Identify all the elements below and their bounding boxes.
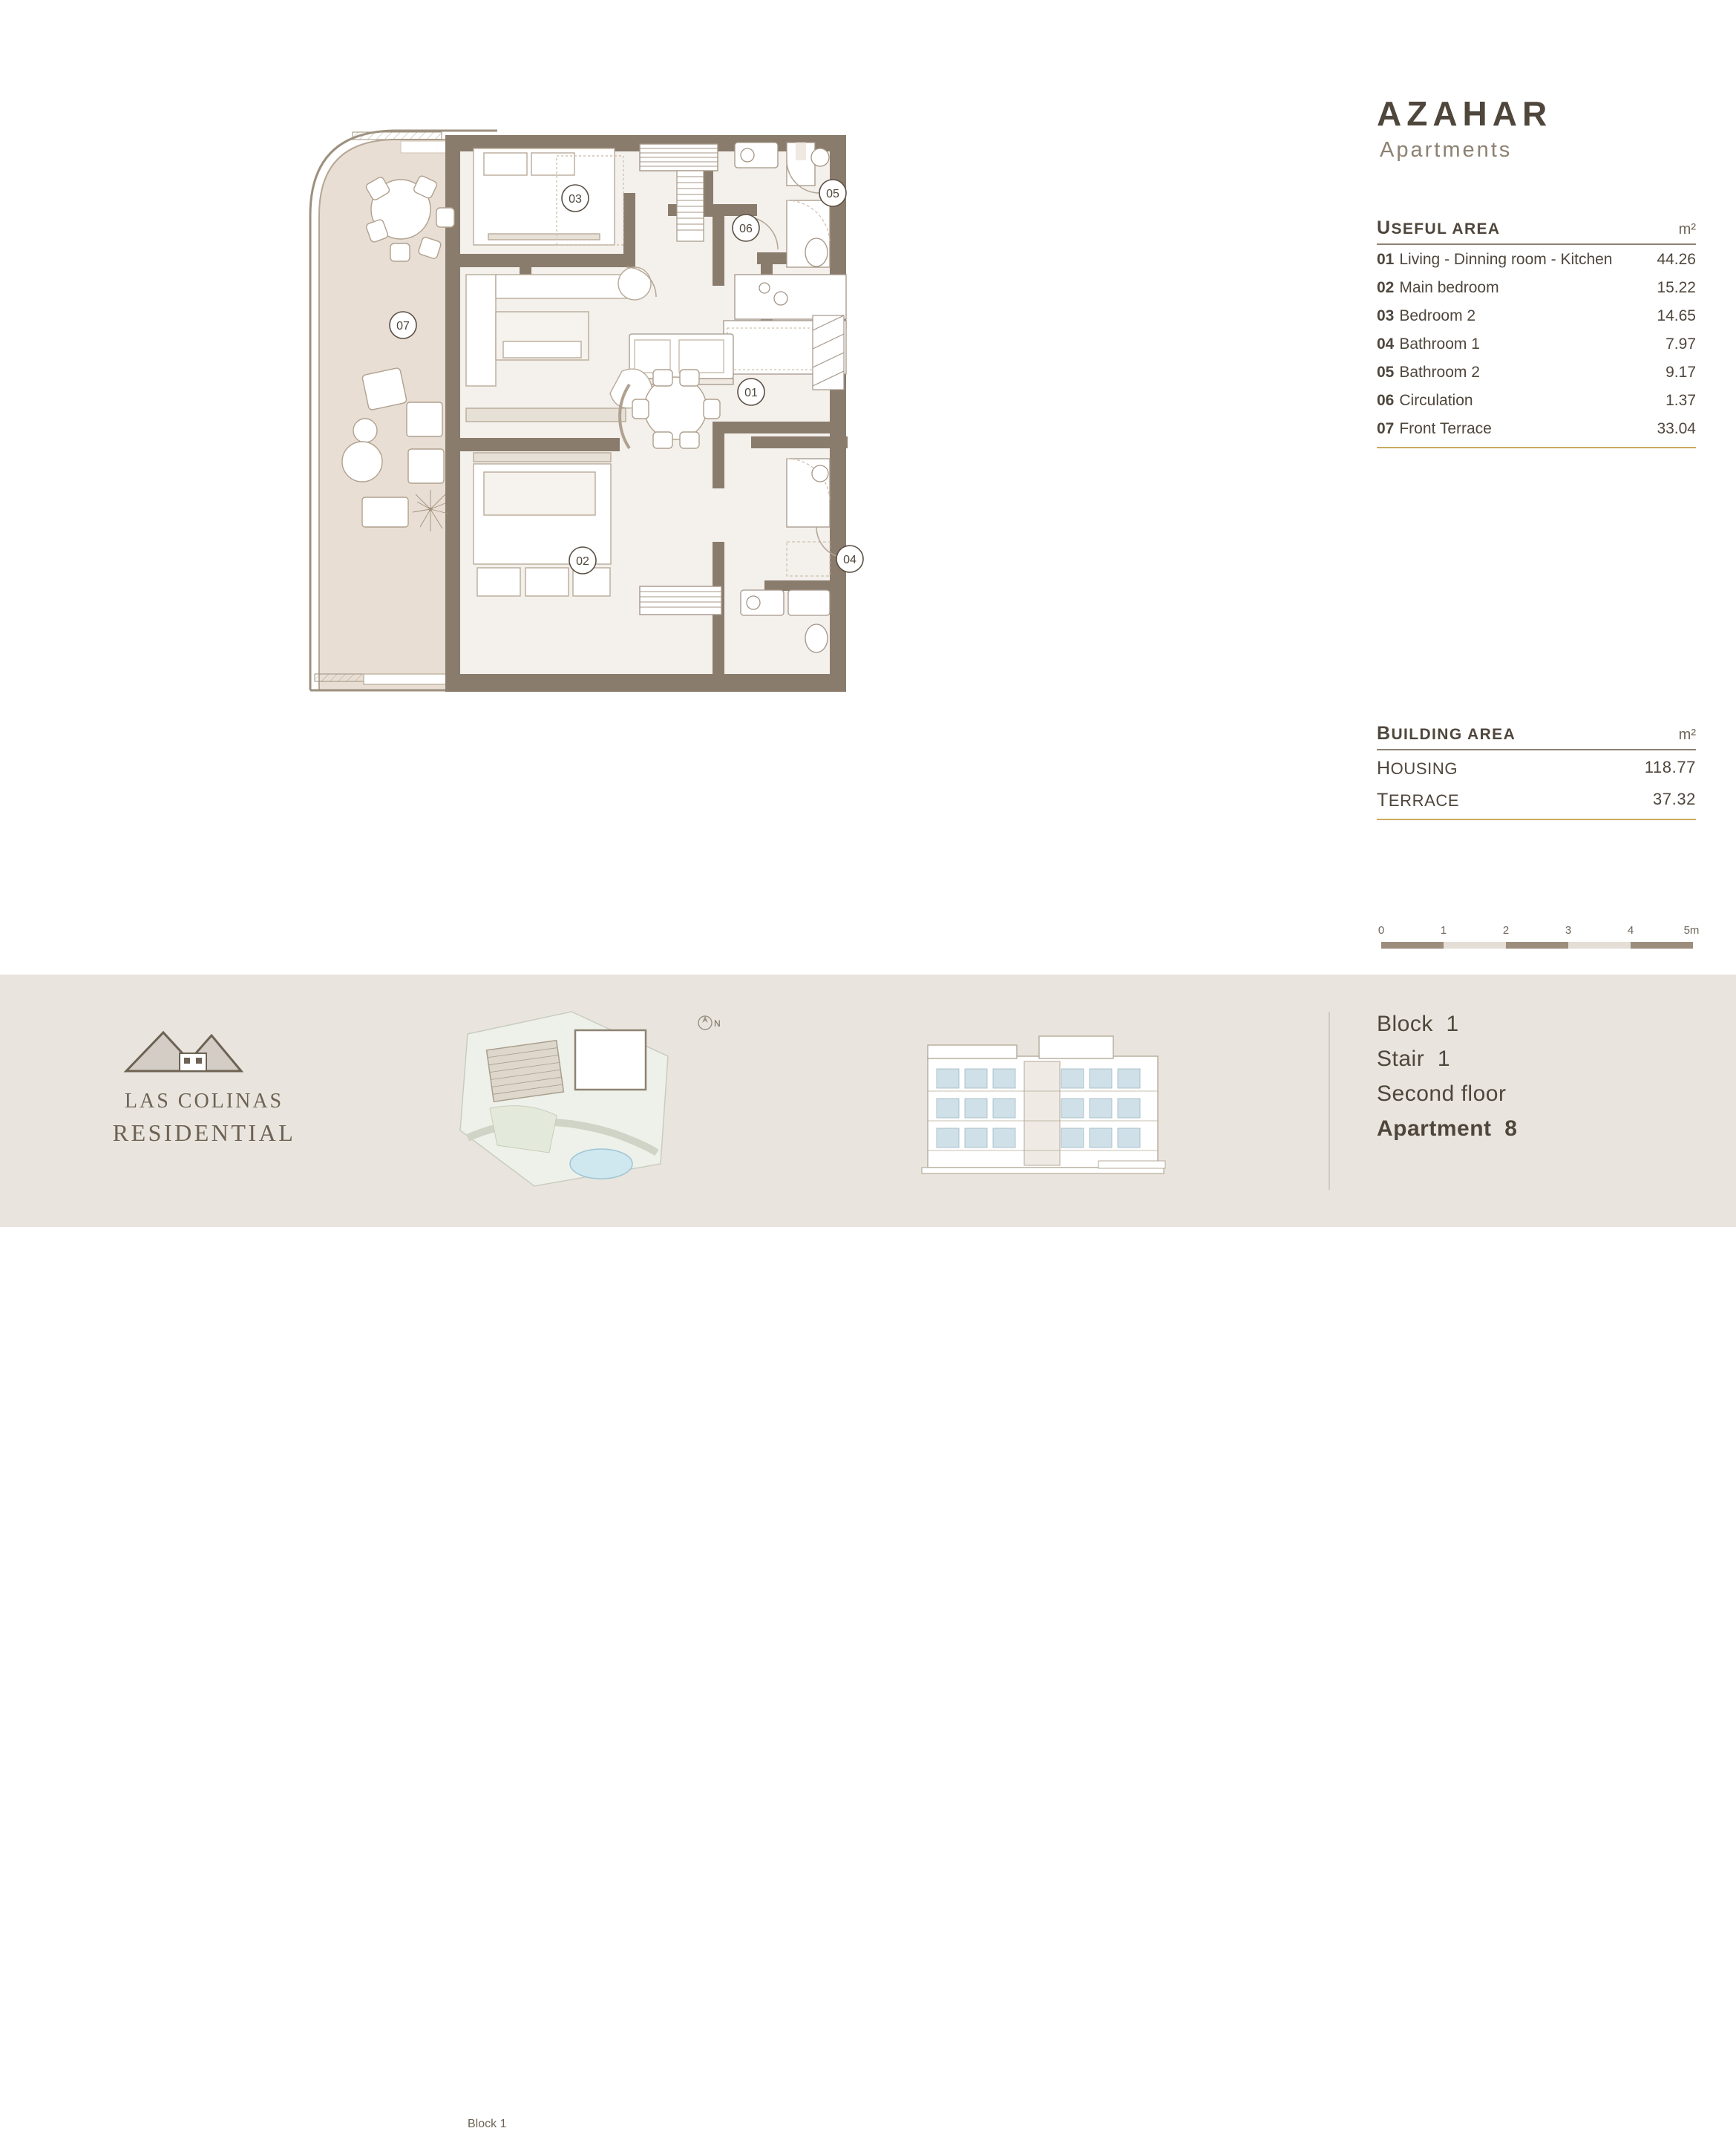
table-bottom-rule: [1377, 819, 1696, 820]
scale-tick-labels: [1377, 924, 1700, 939]
svg-text:03: 03: [569, 193, 582, 206]
room-marker-01: [738, 379, 764, 405]
scale-tick: 1: [1440, 924, 1447, 937]
row-label-initial: H: [1377, 758, 1391, 779]
scale-tick: 2: [1502, 924, 1510, 937]
svg-text:02: 02: [576, 555, 589, 568]
table-row: [1377, 245, 1696, 273]
row-label: Living - Dinning room - Kitchen: [1399, 251, 1613, 268]
row-number: 07: [1377, 420, 1395, 437]
brand-logo: [82, 1019, 327, 1147]
table-row: [1377, 273, 1696, 301]
svg-text:06: 06: [739, 223, 753, 235]
bedroom2-furniture: [474, 148, 623, 245]
floor-plan-drawing: [297, 126, 1136, 868]
useful-area-unit: m²: [1678, 221, 1696, 238]
row-label-initial: T: [1377, 790, 1389, 811]
scale-tick: 0: [1378, 924, 1385, 937]
brand-subtitle: Apartments: [1380, 138, 1513, 162]
site-plan-thumbnail: [445, 1004, 742, 1197]
main-bedroom-furniture: [474, 453, 611, 596]
floor-line: Second floor: [1377, 1081, 1507, 1106]
apartment-identity: [1377, 1012, 1517, 1151]
site-plan-label: Block 1: [468, 2118, 507, 2130]
svg-text:01: 01: [744, 387, 758, 399]
row-label: Bedroom 2: [1399, 307, 1476, 324]
row-number: 04: [1377, 335, 1395, 353]
row-label: Circulation: [1399, 392, 1473, 409]
building-area-table: [1377, 723, 1696, 820]
room-marker-04: [836, 546, 863, 572]
logo-subtitle: RESIDENTIAL: [112, 1119, 296, 1146]
row-value: 44.26: [1657, 251, 1696, 268]
stair-line: Stair 1: [1377, 1047, 1451, 1071]
row-value: 1.37: [1665, 392, 1696, 409]
scale-tick: 3: [1565, 924, 1572, 937]
row-value: 33.04: [1657, 420, 1696, 437]
row-label: OUSING: [1390, 759, 1458, 778]
svg-text:04: 04: [843, 554, 856, 566]
row-value: 9.17: [1665, 364, 1696, 381]
table-row: [1377, 750, 1696, 782]
table-row: [1377, 782, 1696, 814]
brand-title: AZAHAR: [1377, 94, 1553, 133]
table-row: [1377, 386, 1696, 414]
row-label: ERRACE: [1388, 791, 1460, 810]
floor-plan: [297, 126, 1136, 868]
table-row: [1377, 301, 1696, 330]
logo-name: LAS COLINAS: [124, 1090, 284, 1113]
building-area-header: [1377, 723, 1696, 750]
row-value: 7.97: [1665, 335, 1696, 353]
info-column: [1377, 96, 1696, 820]
row-value: 118.77: [1644, 758, 1696, 776]
row-value: 15.22: [1657, 279, 1696, 296]
footer: [0, 975, 1736, 2130]
row-number: 03: [1377, 307, 1395, 324]
footer-divider: [1329, 1012, 1330, 1190]
row-label: Bathroom 1: [1399, 335, 1480, 353]
building-area-title: BUILDING AREA: [1377, 723, 1516, 744]
row-value: 14.65: [1657, 307, 1696, 324]
row-label: Bathroom 2: [1399, 364, 1480, 381]
useful-area-title: USEFUL AREA: [1377, 217, 1501, 238]
row-number: 02: [1377, 279, 1395, 296]
table-row: [1377, 358, 1696, 386]
room-marker-05: [819, 180, 846, 206]
scale-tick: 4: [1627, 924, 1634, 937]
svg-text:N: N: [714, 1018, 721, 1029]
apartment-line: Apartment 8: [1377, 1116, 1518, 1141]
useful-area-table: [1377, 217, 1696, 448]
table-row: [1377, 330, 1696, 358]
building-elevation-thumbnail: [913, 1015, 1173, 1194]
svg-text:05: 05: [826, 188, 839, 200]
row-number: 01: [1377, 251, 1395, 268]
row-label: Front Terrace: [1399, 420, 1492, 437]
svg-text:07: 07: [396, 320, 410, 333]
row-number: 06: [1377, 392, 1395, 409]
row-label: Main bedroom: [1399, 279, 1499, 296]
scale-bar-segments: [1377, 942, 1696, 949]
north-arrow-icon: [698, 1016, 721, 1030]
row-number: 05: [1377, 364, 1395, 381]
table-bottom-rule: [1377, 447, 1696, 448]
useful-area-header: [1377, 217, 1696, 245]
row-value: 37.32: [1652, 790, 1696, 808]
room-marker-02: [569, 547, 596, 574]
table-row: [1377, 414, 1696, 442]
block-line: Block 1: [1377, 1012, 1459, 1036]
building-area-unit: m²: [1678, 727, 1696, 743]
scale-tick: 5m: [1683, 924, 1700, 937]
room-marker-03: [562, 185, 589, 212]
room-marker-06: [733, 215, 759, 241]
room-marker-07: [390, 312, 416, 338]
mountains-icon: [119, 1019, 289, 1078]
scale-bar: [1377, 924, 1700, 949]
wardrobe-main-bedroom: [640, 586, 721, 615]
